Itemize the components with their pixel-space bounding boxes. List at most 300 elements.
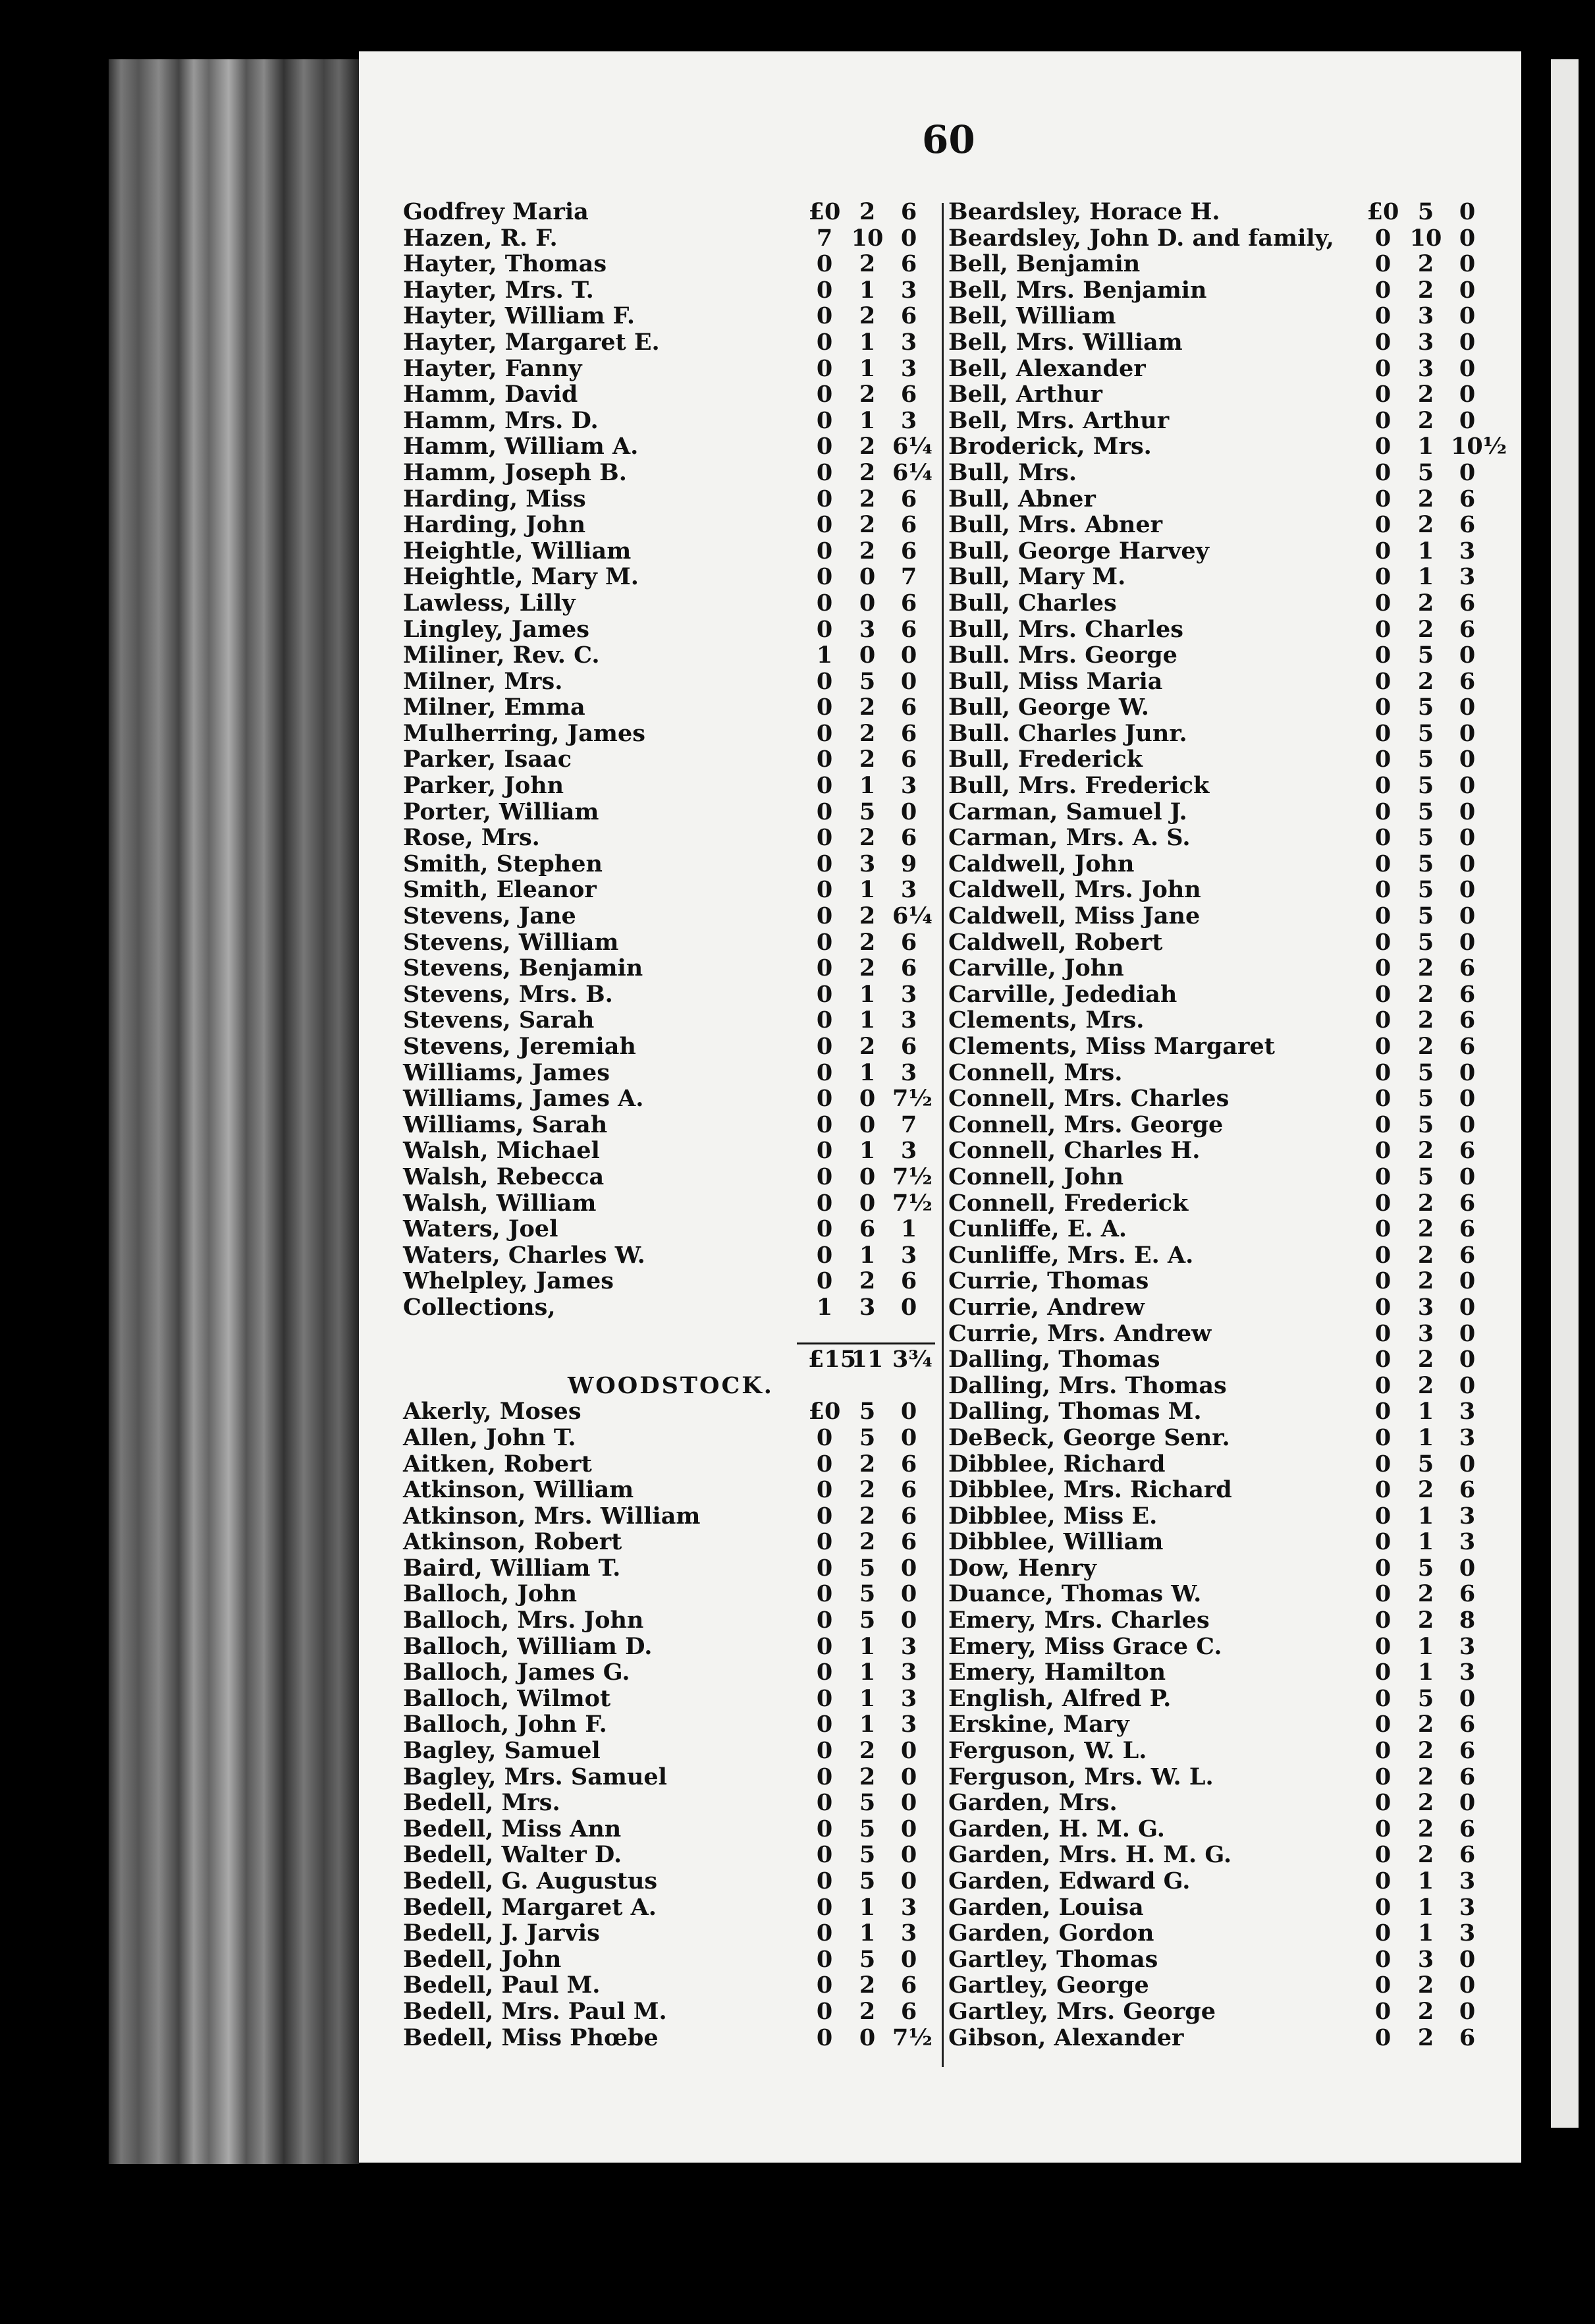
shillings: 2: [859, 1737, 876, 1765]
pounds: 0: [816, 928, 833, 956]
pence: 0: [1459, 1789, 1476, 1817]
pounds: 0: [1374, 1607, 1392, 1634]
shillings: 1: [859, 876, 876, 904]
pence: 6: [900, 381, 917, 408]
pence: 0: [1459, 354, 1476, 382]
pounds: 0: [1374, 1841, 1392, 1869]
pence: 6: [900, 1972, 917, 1999]
shillings: 2: [859, 485, 876, 512]
shillings: 5: [859, 667, 876, 695]
pence: 6: [1459, 1241, 1476, 1269]
shillings: 5: [859, 1398, 876, 1425]
pence: 6: [900, 719, 917, 747]
pounds: 0: [1374, 642, 1392, 669]
pounds: 0: [816, 1241, 833, 1269]
subscriber-name: Bull, Miss Maria: [948, 667, 1163, 695]
shillings: 1: [1417, 1920, 1434, 1947]
subscriber-name: Allen, John T.: [403, 1424, 576, 1451]
pence: 0: [900, 1554, 917, 1582]
shillings: 2: [1417, 667, 1434, 695]
subscriber-name: Bell, Benjamin: [948, 250, 1141, 278]
pence: 0: [1459, 772, 1476, 800]
shillings: 5: [1417, 1111, 1434, 1138]
pounds: 0: [816, 1607, 833, 1634]
pence: 3: [900, 354, 917, 382]
pounds: 0: [1374, 537, 1392, 565]
subscriber-name: WOODSTOCK.: [568, 1371, 774, 1399]
pounds: 0: [816, 1267, 833, 1295]
pounds: 0: [1374, 1684, 1392, 1712]
pence: 0: [1459, 302, 1476, 330]
pence: 0: [1459, 224, 1476, 252]
shillings: 2: [1417, 1841, 1434, 1869]
pounds: 0: [1374, 1267, 1392, 1295]
subscriber-name: Harding, John: [403, 511, 586, 539]
pounds: 1: [816, 1293, 833, 1321]
pence: 0: [1459, 1972, 1476, 1999]
pounds: 0: [1374, 2024, 1392, 2051]
pence: 0: [1459, 746, 1476, 773]
shillings: 5: [1417, 1554, 1434, 1582]
subscriber-name: Balloch, John: [403, 1580, 578, 1608]
shillings: 2: [1417, 1789, 1434, 1817]
pence: 3: [900, 772, 917, 800]
pence: 3: [900, 406, 917, 434]
shillings: 3: [1417, 1293, 1434, 1321]
pence: 3: [900, 1059, 917, 1086]
subscriber-name: Connell, Charles H.: [948, 1137, 1201, 1165]
pounds: 0: [816, 798, 833, 825]
shillings: 1: [1417, 1659, 1434, 1686]
pounds: 0: [1374, 1241, 1392, 1269]
pounds: 0: [1374, 458, 1392, 486]
pounds: 0: [816, 563, 833, 591]
shillings: 11: [851, 1346, 884, 1373]
pounds: 0: [1374, 1659, 1392, 1686]
shillings: 2: [1417, 250, 1434, 278]
pounds: 0: [816, 1580, 833, 1608]
pence: 0: [1459, 1371, 1476, 1399]
subscriber-name: Bell, Mrs. William: [948, 328, 1183, 356]
subscriber-name: Waters, Charles W.: [403, 1241, 645, 1269]
shillings: 2: [1417, 1241, 1434, 1269]
subscriber-name: Bull, George Harvey: [948, 537, 1209, 565]
pence: 0: [900, 1841, 917, 1869]
subscriber-name: Bagley, Samuel: [403, 1737, 601, 1765]
pence: 0: [900, 1293, 917, 1321]
pounds: 0: [1374, 381, 1392, 408]
subscriber-name: Hayter, Thomas: [403, 250, 607, 278]
pounds: £15: [808, 1346, 857, 1373]
shillings: 2: [859, 381, 876, 408]
pence: 6: [1459, 1580, 1476, 1608]
shillings: 1: [1417, 1632, 1434, 1660]
subscriber-name: Bedell, Mrs. Paul M.: [403, 1997, 667, 2025]
pounds: 0: [1374, 589, 1392, 617]
shillings: 5: [859, 1424, 876, 1451]
pence: 0: [1459, 1059, 1476, 1086]
pence: 0: [900, 798, 917, 825]
shillings: 2: [859, 537, 876, 565]
pounds: 0: [1374, 1737, 1392, 1765]
pence: 0: [1459, 824, 1476, 852]
subscriber-name: Hamm, Joseph B.: [403, 458, 627, 486]
pounds: 0: [816, 1085, 833, 1113]
pounds: 0: [1374, 224, 1392, 252]
subscriber-name: Bedell, Margaret A.: [403, 1893, 657, 1921]
subscriber-name: Stevens, Jeremiah: [403, 1033, 636, 1060]
pounds: 0: [816, 433, 833, 460]
shillings: 2: [859, 928, 876, 956]
shillings: 2: [859, 433, 876, 460]
pence: 6: [1459, 1137, 1476, 1165]
pence: 6: [1459, 954, 1476, 982]
shillings: 2: [1417, 1763, 1434, 1790]
pence: 6¼: [892, 902, 933, 930]
pence: 0: [1459, 876, 1476, 904]
pence: 0: [1459, 1684, 1476, 1712]
shillings: 2: [1417, 1033, 1434, 1060]
pounds: 0: [816, 1111, 833, 1138]
pence: 3: [1459, 1398, 1476, 1425]
subscriber-name: Smith, Stephen: [403, 850, 603, 877]
shillings: 2: [1417, 589, 1434, 617]
subscriber-name: Bell, Mrs. Benjamin: [948, 276, 1207, 304]
shillings: 1: [1417, 433, 1434, 460]
pounds: 0: [1374, 1033, 1392, 1060]
pounds: 0: [816, 746, 833, 773]
pounds: 0: [816, 276, 833, 304]
pence: 6: [900, 1450, 917, 1478]
subscriber-name: Milner, Mrs.: [403, 667, 563, 695]
pounds: 0: [816, 1997, 833, 2025]
pence: 0: [1459, 798, 1476, 825]
pounds: 0: [1374, 1868, 1392, 1895]
shillings: 2: [1417, 276, 1434, 304]
facing-page-edge: [1551, 59, 1579, 2128]
subscriber-name: Duance, Thomas W.: [948, 1580, 1202, 1608]
pence: 3: [900, 1241, 917, 1269]
pounds: 0: [816, 1502, 833, 1530]
subscriber-name: English, Alfred P.: [948, 1684, 1172, 1712]
shillings: 2: [859, 198, 876, 225]
pence: 3: [900, 1659, 917, 1686]
shillings: 2: [859, 1763, 876, 1790]
pence: 0: [1459, 250, 1476, 278]
subscriber-name: Williams, James A.: [403, 1085, 644, 1113]
pence: 0: [900, 224, 917, 252]
pounds: 0: [816, 1424, 833, 1451]
shillings: 2: [859, 824, 876, 852]
subscriber-name: Balloch, James G.: [403, 1659, 630, 1686]
pence: 0: [900, 1398, 917, 1425]
shillings: 1: [1417, 1868, 1434, 1895]
shillings: 1: [859, 980, 876, 1008]
pence: 6: [900, 1502, 917, 1530]
shillings: 2: [859, 458, 876, 486]
subscriber-name: Atkinson, Mrs. William: [403, 1502, 701, 1530]
subscriber-name: Walsh, Rebecca: [403, 1163, 605, 1190]
pounds: 0: [1374, 1111, 1392, 1138]
shillings: 2: [859, 1502, 876, 1530]
subscriber-name: Bedell, Paul M.: [403, 1972, 601, 1999]
shillings: 2: [859, 1476, 876, 1504]
subscriber-name: Balloch, John F.: [403, 1711, 607, 1738]
shillings: 2: [1417, 485, 1434, 512]
pounds: 0: [1374, 433, 1392, 460]
shillings: 5: [859, 1580, 876, 1608]
pence: 6: [900, 615, 917, 643]
pence: 3: [900, 1711, 917, 1738]
subscriber-name: Connell, Mrs. George: [948, 1111, 1224, 1138]
subscriber-name: Bull. Charles Junr.: [948, 719, 1187, 747]
shillings: 3: [1417, 328, 1434, 356]
pounds: 0: [816, 1893, 833, 1921]
pence: 0: [900, 1763, 917, 1790]
pence: 6: [900, 824, 917, 852]
shillings: 5: [1417, 746, 1434, 773]
subscriber-name: Stevens, Benjamin: [403, 954, 643, 982]
shillings: 2: [1417, 1007, 1434, 1034]
pence: 6¼: [892, 458, 933, 486]
pence: 1: [900, 1215, 917, 1243]
shillings: 2: [859, 250, 876, 278]
shillings: 2: [859, 1528, 876, 1556]
subscriber-name: Bull, Mary M.: [948, 563, 1126, 591]
subscriber-name: Hayter, Fanny: [403, 354, 582, 382]
subscriber-name: Hazen, R. F.: [403, 224, 558, 252]
subscriber-name: Bedell, John: [403, 1945, 562, 1973]
pounds: 0: [1374, 276, 1392, 304]
subscriber-name: Connell, Mrs.: [948, 1059, 1123, 1086]
pounds: 0: [1374, 1893, 1392, 1921]
pence: 0: [900, 1815, 917, 1842]
subscriber-name: Walsh, William: [403, 1189, 597, 1217]
pence: 0: [900, 1580, 917, 1608]
pounds: 0: [1374, 1371, 1392, 1399]
pence: 6: [1459, 1841, 1476, 1869]
pence: 0: [900, 667, 917, 695]
pounds: 0: [1374, 1163, 1392, 1190]
shillings: 1: [1417, 1502, 1434, 1530]
subscriber-name: Godfrey Maria: [403, 198, 589, 225]
pounds: 0: [1374, 1815, 1392, 1842]
pounds: 0: [816, 1163, 833, 1190]
pounds: 0: [816, 902, 833, 930]
subscriber-name: Bell, Arthur: [948, 381, 1102, 408]
pounds: 0: [1374, 1059, 1392, 1086]
shillings: 0: [859, 563, 876, 591]
pounds: 1: [816, 642, 833, 669]
pence: 3: [900, 876, 917, 904]
pounds: 0: [1374, 824, 1392, 852]
subscriber-name: Connell, Mrs. Charles: [948, 1085, 1230, 1113]
subscriber-name: Caldwell, John: [948, 850, 1135, 877]
shillings: 1: [1417, 1398, 1434, 1425]
pounds: £0: [1366, 198, 1399, 225]
shillings: 5: [1417, 642, 1434, 669]
pence: 0: [1459, 406, 1476, 434]
subscriber-name: Gartley, Thomas: [948, 1945, 1158, 1973]
pounds: 0: [816, 458, 833, 486]
pence: 6: [900, 589, 917, 617]
pounds: 0: [816, 1137, 833, 1165]
pence: 0: [1459, 1997, 1476, 2025]
pounds: 0: [816, 485, 833, 512]
subscriber-name: Garden, Mrs.: [948, 1789, 1118, 1817]
shillings: 5: [1417, 798, 1434, 825]
pounds: 0: [1374, 1972, 1392, 1999]
shillings: 2: [1417, 1267, 1434, 1295]
pence: 6: [900, 250, 917, 278]
pounds: 0: [816, 1632, 833, 1660]
pounds: 0: [1374, 250, 1392, 278]
pounds: 0: [816, 250, 833, 278]
pence: 0: [1459, 198, 1476, 225]
pounds: 0: [1374, 328, 1392, 356]
shillings: 5: [859, 1841, 876, 1869]
pence: 3: [900, 1684, 917, 1712]
pounds: 0: [1374, 1528, 1392, 1556]
shillings: 0: [859, 2024, 876, 2051]
shillings: 2: [859, 902, 876, 930]
pence: 6: [900, 1476, 917, 1504]
subscriber-name: Connell, Frederick: [948, 1189, 1189, 1217]
pounds: 0: [816, 354, 833, 382]
pence: 0: [1459, 1450, 1476, 1478]
pence: 6: [900, 537, 917, 565]
shillings: 1: [859, 772, 876, 800]
pence: 0: [1459, 1111, 1476, 1138]
pounds: 0: [1374, 694, 1392, 721]
shillings: 1: [859, 328, 876, 356]
pounds: 0: [1374, 1997, 1392, 2025]
shillings: 2: [859, 1972, 876, 1999]
pence: 3: [1459, 1632, 1476, 1660]
pence: 10½: [1451, 433, 1507, 460]
shillings: 2: [1417, 980, 1434, 1008]
subscriber-name: Dibblee, Richard: [948, 1450, 1166, 1478]
pounds: 0: [816, 1554, 833, 1582]
pounds: 0: [1374, 1293, 1392, 1321]
pence: 0: [1459, 694, 1476, 721]
shillings: 10: [851, 224, 884, 252]
subscriber-name: Garden, Mrs. H. M. G.: [948, 1841, 1232, 1869]
shillings: 5: [1417, 1085, 1434, 1113]
shillings: 1: [859, 1241, 876, 1269]
pounds: 0: [816, 1868, 833, 1895]
subscriber-name: Cunliffe, Mrs. E. A.: [948, 1241, 1194, 1269]
shillings: 2: [859, 302, 876, 330]
subscriber-name: Gartley, George: [948, 1972, 1149, 1999]
shillings: 2: [1417, 1137, 1434, 1165]
shillings: 5: [1417, 876, 1434, 904]
pounds: 0: [1374, 667, 1392, 695]
pence: 0: [1459, 642, 1476, 669]
pounds: 0: [1374, 1920, 1392, 1947]
pounds: 0: [1374, 902, 1392, 930]
subscriber-name: Broderick, Mrs.: [948, 433, 1152, 460]
page-number: 60: [922, 117, 975, 162]
subscriber-name: Connell, John: [948, 1163, 1124, 1190]
subscriber-name: Atkinson, William: [403, 1476, 634, 1504]
subscriber-name: Caldwell, Robert: [948, 928, 1163, 956]
pence: 0: [1459, 1346, 1476, 1373]
pounds: 0: [816, 1920, 833, 1947]
pence: 7½: [892, 1163, 933, 1190]
subscriber-name: Bull, Mrs.: [948, 458, 1077, 486]
shillings: 1: [1417, 537, 1434, 565]
pounds: 0: [1374, 1554, 1392, 1582]
subscriber-name: Gartley, Mrs. George: [948, 1997, 1216, 2025]
subscriber-name: Williams, Sarah: [403, 1111, 608, 1138]
shillings: 3: [859, 850, 876, 877]
pence: 6: [1459, 615, 1476, 643]
pounds: 0: [1374, 1007, 1392, 1034]
shillings: 2: [859, 1450, 876, 1478]
subscriber-name: Williams, James: [403, 1059, 610, 1086]
pounds: 0: [1374, 1215, 1392, 1243]
subscriber-name: Stevens, Jane: [403, 902, 576, 930]
pence: 6: [1459, 589, 1476, 617]
shillings: 5: [859, 1868, 876, 1895]
pence: 6: [900, 511, 917, 539]
subscriber-name: Hayter, William F.: [403, 302, 635, 330]
pence: 3: [1459, 1893, 1476, 1921]
pence: 3: [1459, 1502, 1476, 1530]
pounds: 0: [816, 954, 833, 982]
shillings: 5: [1417, 198, 1434, 225]
pounds: 0: [1374, 1189, 1392, 1217]
pence: 6: [900, 1267, 917, 1295]
pounds: 0: [1374, 1424, 1392, 1451]
subscriber-name: Milner, Emma: [403, 694, 585, 721]
pounds: 0: [816, 406, 833, 434]
subscriber-name: Erskine, Mary: [948, 1711, 1129, 1738]
pounds: 0: [1374, 928, 1392, 956]
pence: 7½: [892, 1085, 933, 1113]
subscriber-name: Garden, Edward G.: [948, 1868, 1191, 1895]
pence: 6¼: [892, 433, 933, 460]
pence: 6: [1459, 1763, 1476, 1790]
subscriber-name: Clements, Mrs.: [948, 1007, 1145, 1034]
subscriber-name: Dalling, Thomas: [948, 1346, 1160, 1373]
shillings: 5: [1417, 850, 1434, 877]
shillings: 2: [1417, 954, 1434, 982]
pence: 6: [900, 1033, 917, 1060]
subscriber-name: Bedell, J. Jarvis: [403, 1920, 600, 1947]
book-spine-edge: [109, 59, 359, 2164]
pounds: 0: [816, 511, 833, 539]
total-rule: [797, 1342, 935, 1344]
pence: 6: [1459, 1007, 1476, 1034]
shillings: 2: [859, 746, 876, 773]
pence: 0: [900, 1424, 917, 1451]
shillings: 1: [859, 276, 876, 304]
pounds: 0: [1374, 485, 1392, 512]
pence: 6: [900, 1528, 917, 1556]
shillings: 5: [1417, 772, 1434, 800]
shillings: 2: [1417, 1607, 1434, 1634]
pounds: 0: [1374, 511, 1392, 539]
shillings: 5: [1417, 1059, 1434, 1086]
pounds: 0: [816, 1059, 833, 1086]
subscriber-name: Clements, Miss Margaret: [948, 1033, 1275, 1060]
pounds: 0: [816, 1007, 833, 1034]
pence: 3: [1459, 1920, 1476, 1947]
shillings: 1: [859, 354, 876, 382]
shillings: 0: [859, 589, 876, 617]
